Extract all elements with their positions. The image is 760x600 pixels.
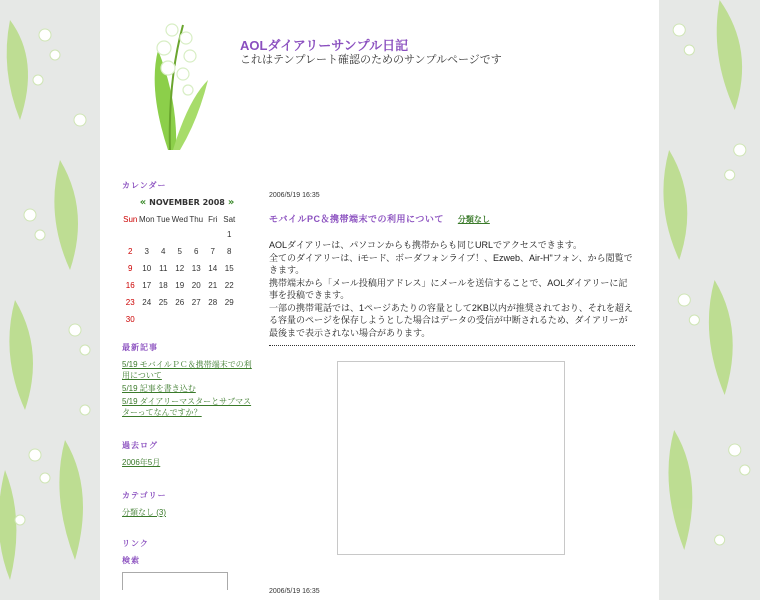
calendar-day: 24 — [142, 298, 152, 307]
calendar-day: 11 — [159, 264, 168, 273]
calendar-day — [188, 226, 205, 243]
calendar-day: 29 — [224, 298, 234, 307]
calendar-day — [155, 226, 172, 243]
calendar-week-row — [122, 277, 238, 294]
calendar-day: 16 — [125, 281, 135, 290]
calendar-week-row — [122, 311, 238, 328]
calendar-day: 20 — [191, 281, 201, 290]
search-heading: 検索 — [122, 556, 140, 565]
prev-month-link[interactable]: « — [139, 197, 147, 208]
archive-block — [122, 440, 252, 468]
calendar-day: 12 — [175, 264, 185, 273]
entry-category-link[interactable]: 分類なし — [457, 215, 490, 224]
calendar-day: 9 — [128, 264, 133, 273]
entry-divider — [269, 345, 635, 346]
left-wallpaper — [0, 0, 100, 600]
calendar-day — [155, 311, 172, 328]
calendar-day — [172, 311, 189, 328]
calendar-day: 6 — [194, 247, 199, 256]
entry-body — [269, 239, 635, 339]
blog-page — [100, 0, 659, 600]
calendar-weekday: Thu — [189, 214, 204, 224]
links-heading: リンク — [122, 539, 149, 548]
blog-title[interactable]: AOLダイアリーサンプル日記 — [240, 38, 409, 53]
calendar-day — [139, 226, 156, 243]
recent-posts-block — [122, 342, 252, 418]
calendar-day: 8 — [227, 247, 232, 256]
calendar-day: 30 — [125, 315, 135, 324]
calendar-header — [122, 197, 252, 208]
blog-subtitle: これはテンプレート確認のためのサンプルページです — [240, 54, 502, 66]
calendar-day: 1 — [227, 230, 232, 239]
main-column — [269, 192, 635, 595]
search-input[interactable] — [122, 572, 228, 590]
recent-posts-heading: 最新記事 — [122, 343, 158, 352]
calendar-day: 23 — [125, 298, 135, 307]
calendar-day: 2 — [128, 247, 133, 256]
calendar-week-row — [122, 226, 238, 243]
entry-date: 2006/5/19 16:35 — [269, 192, 320, 199]
calendar-day: 10 — [142, 264, 152, 273]
calendar-day: 5 — [177, 247, 182, 256]
calendar-day: 25 — [158, 298, 168, 307]
recent-post-link[interactable]: 5/19 ダイアリーマスターとサブマスターってなんですか？ — [122, 397, 252, 417]
category-link[interactable]: 分類なし (3) — [122, 508, 166, 517]
calendar-day — [205, 226, 222, 243]
category-heading: カテゴリー — [122, 491, 167, 500]
entry-title: モバイルPC＆携帯端末での利用について — [269, 214, 444, 224]
calendar-weekday: Tue — [156, 214, 170, 224]
right-wallpaper — [659, 0, 760, 600]
archive-heading: 過去ログ — [122, 441, 158, 450]
calendar-day — [172, 226, 189, 243]
embedded-media-box — [337, 361, 565, 555]
calendar-day: 17 — [142, 281, 152, 290]
calendar-weekdays-row — [122, 212, 238, 226]
links-block — [122, 538, 252, 549]
calendar-weekday: Wed — [171, 214, 188, 224]
calendar-day: 19 — [175, 281, 185, 290]
recent-post-link[interactable]: 5/19 モバイルＰＣ＆携帯端末での利用について — [122, 360, 252, 380]
recent-post-link[interactable]: 5/19 記事を書き込む — [122, 384, 196, 393]
calendar-day: 3 — [144, 247, 149, 256]
calendar-weekday: Mon — [138, 214, 155, 224]
lily-pattern-left-icon — [0, 0, 100, 600]
calendar-day: 26 — [175, 298, 185, 307]
calendar-day: 4 — [161, 247, 166, 256]
calendar-week-row — [122, 294, 238, 311]
search-block — [122, 555, 252, 590]
calendar-day — [205, 311, 222, 328]
calendar-month: NOVEMBER 2008 — [149, 198, 225, 207]
calendar-heading: カレンダー — [122, 181, 167, 190]
calendar-day: 18 — [158, 281, 168, 290]
calendar-day: 13 — [191, 264, 201, 273]
entry-paragraph: AOLダイアリーは、パソコンからも携帯からも同じURLでアクセスできます。 — [269, 240, 583, 250]
entry-paragraph: 一部の携帯電話では、1ページあたりの容量として2KB以内が推奨されており、それを超える容量のページを保存しようとした場合はデータの受信が中断されるため、ダイアリーが最後まで表示されない場合があります。 — [269, 302, 633, 338]
category-block — [122, 490, 252, 518]
calendar-week-row — [122, 243, 238, 260]
calendar-day — [122, 226, 139, 243]
calendar-day: 7 — [210, 247, 215, 256]
calendar-day: 28 — [208, 298, 218, 307]
lily-of-the-valley-icon — [128, 10, 218, 155]
calendar-day: 27 — [191, 298, 201, 307]
calendar-day: 15 — [224, 264, 234, 273]
calendar-week-row — [122, 260, 238, 277]
calendar-weekday: Fri — [208, 214, 218, 224]
entry-paragraph: 携帯端末から「メール投稿用アドレス」にメールを送信することで、AOLダイアリーに記事を投稿できます。 — [269, 277, 628, 300]
calendar-day: 21 — [208, 281, 218, 290]
calendar-day — [188, 311, 205, 328]
calendar-day: 14 — [208, 264, 218, 273]
sidebar — [122, 180, 252, 590]
calendar-day — [221, 311, 238, 328]
entry-title-row — [269, 212, 635, 225]
calendar-weekday: Sat — [223, 214, 236, 224]
calendar-table — [122, 212, 238, 328]
calendar-day — [139, 311, 156, 328]
entry-paragraph: 全てのダイアリーは、iモード、ボーダフォンライブ！、Ezweb、Air-H"フォン、から閲覧できます。 — [269, 252, 633, 275]
calendar-day: 22 — [224, 281, 234, 290]
next-month-link[interactable]: » — [227, 197, 235, 208]
lily-pattern-right-icon — [659, 0, 760, 600]
calendar-weekday: Sun — [123, 214, 138, 224]
calendar-body — [122, 226, 238, 328]
archive-link[interactable]: 2006年5月 — [122, 458, 161, 467]
entry-date-2: 2006/5/19 16:35 — [269, 588, 320, 595]
